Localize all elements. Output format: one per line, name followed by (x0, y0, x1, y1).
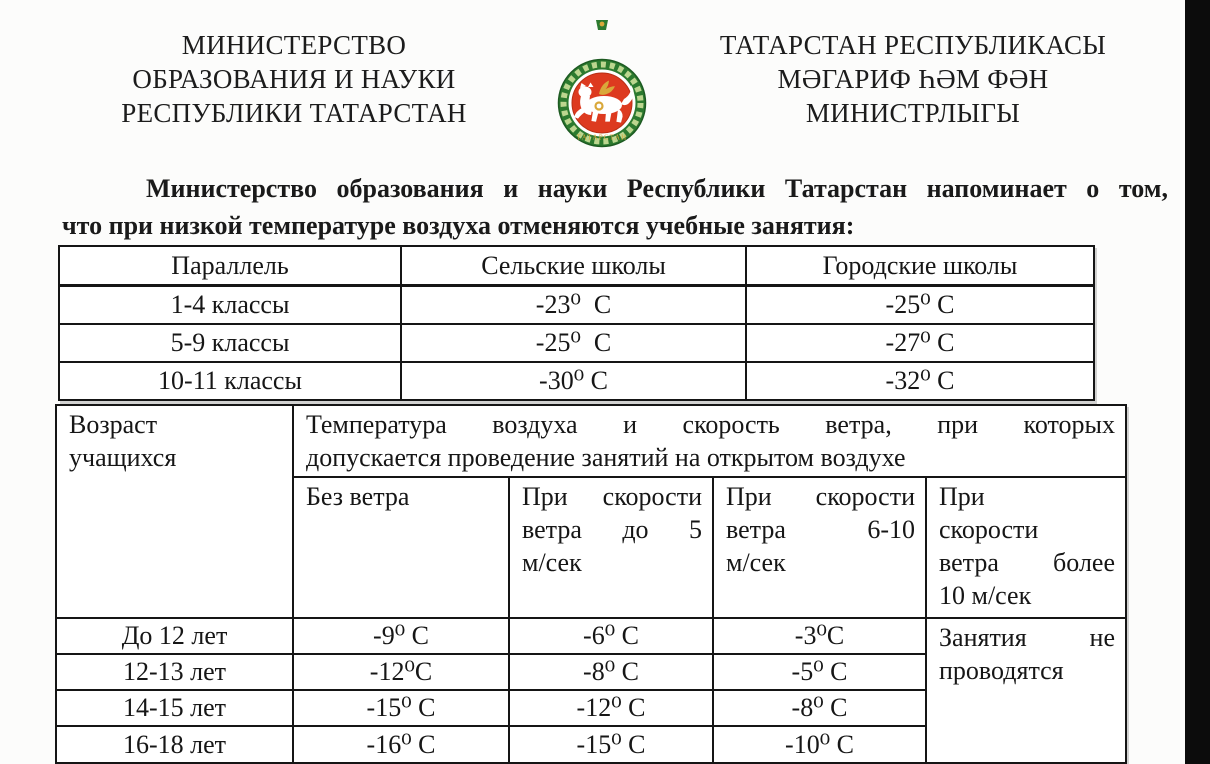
screen-edge-black-bar (1185, 0, 1210, 764)
org-name-line: ОБРАЗОВАНИЯ И НАУКИ (132, 64, 456, 94)
column-header-parallel: Параллель (59, 246, 401, 286)
age-label: 14-15 лет (56, 690, 293, 726)
temperature-value: -9⁰ С (293, 618, 509, 654)
temperature-value: -6⁰ С (509, 618, 713, 654)
column-header-wind-up-to-5: При скорости ветра до 5 м/сек (509, 477, 713, 618)
temperature-value: -15⁰ С (293, 690, 509, 726)
temperature-value: -25⁰ С (401, 324, 746, 362)
org-name-line: ТАТАРСТАН РЕСПУБЛИКАСЫ (719, 30, 1107, 60)
temperature-value: -10⁰ С (713, 726, 926, 763)
temperature-value: -30⁰ С (401, 362, 746, 400)
temperature-value: -23⁰ С (401, 286, 746, 325)
age-label: До 12 лет (56, 618, 293, 654)
temperature-value: -25⁰ С (746, 286, 1094, 325)
temperature-value: -16⁰ С (293, 726, 509, 763)
org-name-line: МӘГАРИФ ҺӘМ ФӘН (777, 64, 1049, 94)
emblem-ring-text: ТАТАРСТАН (576, 133, 628, 142)
table-row (59, 286, 1094, 325)
temperature-value: -5⁰ С (713, 654, 926, 690)
no-classes-note: Занятия не проводятся (926, 618, 1126, 763)
org-name-line: РЕСПУБЛИКИ ТАТАРСТАН (121, 98, 467, 128)
column-header-wind-6-10: При скорости ветра 6-10 м/сек (713, 477, 926, 618)
temperature-value: -27⁰ С (746, 324, 1094, 362)
intro-line: Министерство образования и науки Республики Татарстан напоминает о том, (146, 174, 1168, 203)
column-header-no-wind: Без ветра (293, 477, 509, 618)
grade-label: 5-9 классы (59, 324, 401, 362)
outdoor-activity-table (55, 404, 1127, 764)
table-row (56, 618, 1126, 654)
temperature-value: -8⁰ С (713, 690, 926, 726)
temperature-value: -15⁰ С (509, 726, 713, 763)
table-header-row (56, 405, 1126, 477)
org-name-line: МИНИСТРЛЫГЫ (805, 98, 1021, 128)
column-header-wind-over-10: При скорости ветра более 10 м/сек (926, 477, 1126, 618)
org-name-tatar (683, 28, 1143, 130)
temperature-value: -12⁰ С (509, 690, 713, 726)
temperature-value: -3⁰С (713, 618, 926, 654)
org-name-russian (78, 28, 510, 130)
age-label: 16-18 лет (56, 726, 293, 763)
tatarstan-emblem (540, 18, 664, 148)
temperature-value: -8⁰ С (509, 654, 713, 690)
column-header-rural-schools: Сельские школы (401, 246, 746, 286)
table-row (59, 324, 1094, 362)
intro-line: что при низкой температуре воздуха отменяются учебные занятия: (62, 211, 855, 240)
column-header-urban-schools: Городские школы (746, 246, 1094, 286)
main-header-temperature-wind: Температура воздуха и скорость ветра, при которых допускается проведение занятий на открытом воздухе (293, 405, 1126, 477)
column-header-student-age: Возраст учащихся (56, 405, 293, 618)
temperature-value: -12⁰С (293, 654, 509, 690)
org-name-line: МИНИСТЕРСТВО (181, 30, 407, 60)
snow-leopard-emblem-icon (540, 18, 664, 148)
table-header-row (59, 246, 1094, 286)
grade-label: 1-4 классы (59, 286, 401, 325)
intro-paragraph (62, 170, 1168, 244)
age-label: 12-13 лет (56, 654, 293, 690)
table-row (59, 362, 1094, 400)
temperature-value: -32⁰ С (746, 362, 1094, 400)
grade-label: 10-11 классы (59, 362, 401, 400)
frost-cancellation-table (58, 245, 1095, 401)
